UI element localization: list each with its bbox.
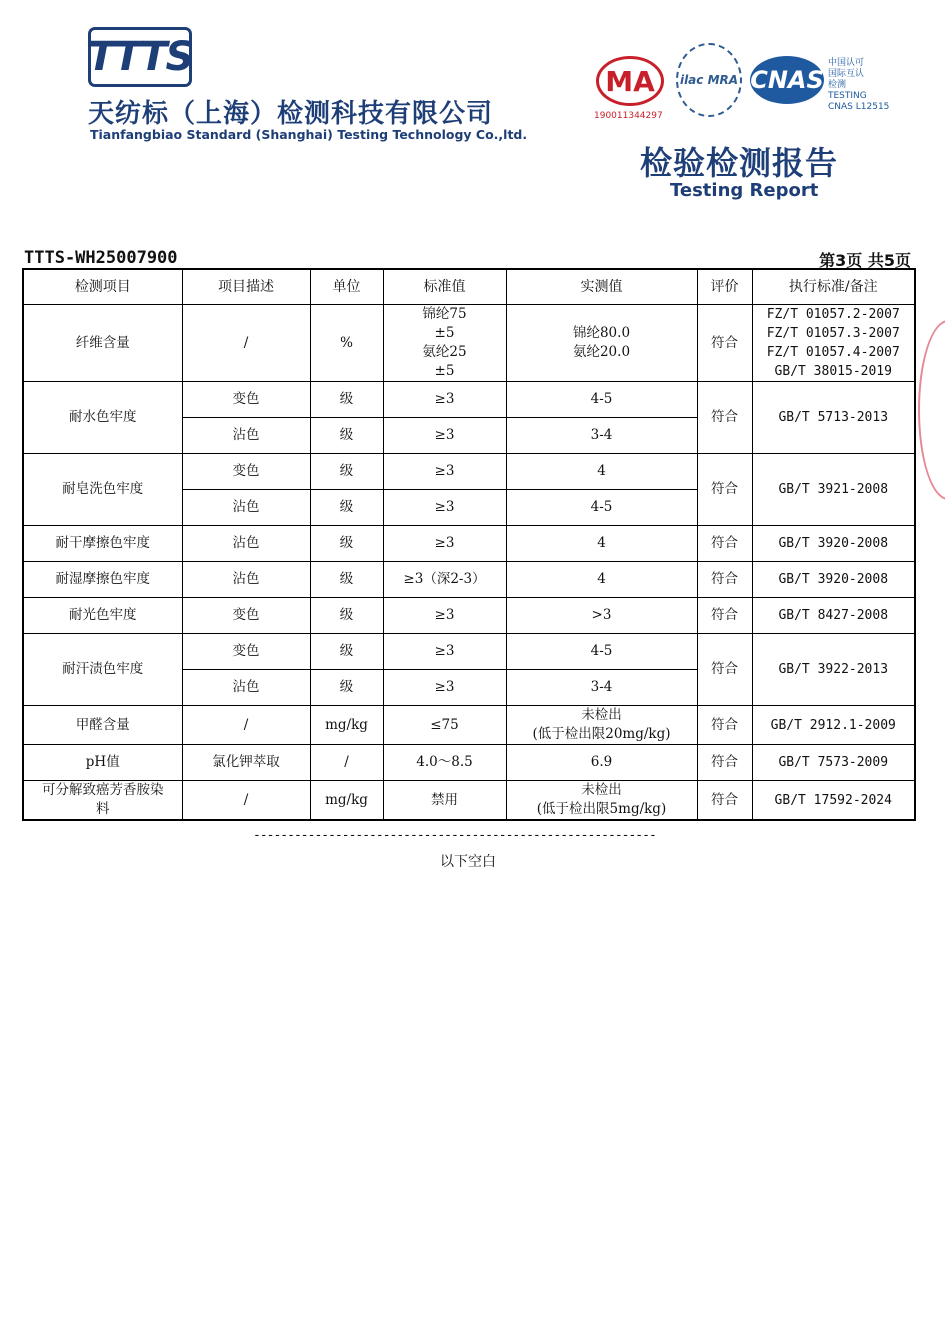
unit: mg/kg (310, 706, 383, 745)
measured-line: (低于检出限5mg/kg) (536, 801, 667, 817)
standard-value: ≥3 (383, 634, 506, 670)
ma-text: MA (605, 64, 655, 98)
table-row (23, 598, 915, 634)
test-item: 耐皂洗色牢度 (23, 454, 182, 526)
header-cell: 标准值 (383, 269, 506, 305)
test-item: 纤维含量 (23, 305, 182, 382)
test-item (23, 781, 182, 821)
standard-line: ±5 (434, 325, 455, 341)
test-desc: 氯化钾萃取 (182, 745, 310, 781)
measured-value: 4-5 (506, 634, 697, 670)
table-header-row (23, 269, 915, 305)
measured-line: 锦纶80.0 (572, 325, 631, 341)
evaluation: 符合 (697, 781, 752, 821)
test-desc: / (182, 706, 310, 745)
unit: 级 (310, 562, 383, 598)
evaluation: 符合 (697, 382, 752, 454)
standard-value: ≥3 (383, 598, 506, 634)
cnas-info-line: 国际互认 (828, 69, 865, 79)
unit: 级 (310, 418, 383, 454)
measured-value: 4 (506, 526, 697, 562)
report-number: TTTS-WH25007900 (24, 248, 178, 268)
method: GB/T 3920-2008 (752, 526, 915, 562)
standard-value: ≤75 (383, 706, 506, 745)
method: GB/T 17592-2024 (752, 781, 915, 821)
header-cell: 检测项目 (23, 269, 182, 305)
test-desc: 变色 (182, 634, 310, 670)
header-cell: 执行标准/备注 (752, 269, 915, 305)
measured-line: 未检出 (581, 707, 622, 723)
cnas-info-line: 检测 (828, 80, 847, 90)
method (752, 305, 915, 382)
standard-value: ≥3 (383, 670, 506, 706)
test-item: 耐干摩擦色牢度 (23, 526, 182, 562)
seal-stamp (918, 320, 945, 500)
ma-certification-mark (596, 56, 664, 106)
measured-value: 4 (506, 454, 697, 490)
item-line: 可分解致癌芳香胺染 (42, 782, 164, 798)
unit: 级 (310, 454, 383, 490)
standard-value: ≥3 (383, 526, 506, 562)
page-info: 第3页 共5页 (819, 251, 911, 270)
item-line: 料 (96, 801, 110, 817)
cnas-text: CNAS (750, 66, 824, 94)
measured-value: >3 (506, 598, 697, 634)
test-desc: 沾色 (182, 526, 310, 562)
test-desc: 变色 (182, 382, 310, 418)
test-desc: 沾色 (182, 490, 310, 526)
standard-line: 氨纶25 (422, 344, 467, 360)
test-item: 耐光色牢度 (23, 598, 182, 634)
header-cell: 单位 (310, 269, 383, 305)
standard-value: 禁用 (383, 781, 506, 821)
evaluation: 符合 (697, 562, 752, 598)
header-cell: 评价 (697, 269, 752, 305)
test-desc: 沾色 (182, 418, 310, 454)
test-desc: 变色 (182, 454, 310, 490)
measured-value: 3-4 (506, 418, 697, 454)
test-desc: / (182, 305, 310, 382)
table-row (23, 745, 915, 781)
measured-value: 4-5 (506, 490, 697, 526)
test-item: 耐水色牢度 (23, 382, 182, 454)
standard-value: ≥3 (383, 418, 506, 454)
measured-line: 未检出 (581, 782, 622, 798)
header-cell: 项目描述 (182, 269, 310, 305)
method-line: FZ/T 01057.2-2007 (766, 307, 900, 322)
measured-value (506, 305, 697, 382)
method: GB/T 5713-2013 (752, 382, 915, 454)
evaluation: 符合 (697, 745, 752, 781)
company-logo (88, 27, 192, 87)
method-line: GB/T 38015-2019 (774, 364, 892, 379)
method: GB/T 3921-2008 (752, 454, 915, 526)
unit: / (310, 745, 383, 781)
evaluation: 符合 (697, 305, 752, 382)
evaluation: 符合 (697, 526, 752, 562)
table-row (23, 382, 915, 418)
method: GB/T 3920-2008 (752, 562, 915, 598)
test-desc: / (182, 781, 310, 821)
evaluation: 符合 (697, 598, 752, 634)
measured-value: 6.9 (506, 745, 697, 781)
unit: % (310, 305, 383, 382)
report-title-cn: 检验检测报告 (640, 144, 839, 182)
test-item: 耐汗渍色牢度 (23, 634, 182, 706)
ma-certificate-number: 190011344297 (594, 111, 663, 121)
measured-line: 氨纶20.0 (572, 344, 631, 360)
cnas-info-line: TESTING (828, 91, 867, 101)
unit: 级 (310, 490, 383, 526)
method: GB/T 8427-2008 (752, 598, 915, 634)
measured-value (506, 781, 697, 821)
table-row (23, 454, 915, 490)
company-name-cn: 天纺标（上海）检测科技有限公司 (88, 99, 494, 129)
standard-value: ≥3 (383, 490, 506, 526)
ilac-text: ilac MRA (679, 73, 739, 87)
evaluation: 符合 (697, 634, 752, 706)
method: GB/T 3922-2013 (752, 634, 915, 706)
standard-line: ±5 (434, 363, 455, 379)
measured-value: 4 (506, 562, 697, 598)
table-row (23, 706, 915, 745)
table-row (23, 305, 915, 382)
company-name-en: Tianfangbiao Standard (Shanghai) Testing Technology Co.,ltd. (90, 127, 528, 142)
standard-value: ≥3 (383, 454, 506, 490)
evaluation: 符合 (697, 454, 752, 526)
measured-value: 3-4 (506, 670, 697, 706)
table-row (23, 562, 915, 598)
method: GB/T 7573-2009 (752, 745, 915, 781)
test-item: pH值 (23, 745, 182, 781)
table-row (23, 634, 915, 670)
measured-value: 4-5 (506, 382, 697, 418)
method-line: FZ/T 01057.4-2007 (766, 345, 900, 360)
test-item: 耐湿摩擦色牢度 (23, 562, 182, 598)
test-desc: 沾色 (182, 562, 310, 598)
evaluation: 符合 (697, 706, 752, 745)
blank-below-note: 以下空白 (440, 854, 496, 870)
unit: mg/kg (310, 781, 383, 821)
header-cell: 实测值 (506, 269, 697, 305)
standard-line: 锦纶75 (422, 306, 467, 322)
unit: 级 (310, 670, 383, 706)
method: GB/T 2912.1-2009 (752, 706, 915, 745)
unit: 级 (310, 634, 383, 670)
test-item: 甲醛含量 (23, 706, 182, 745)
test-desc: 变色 (182, 598, 310, 634)
measured-line: (低于检出限20mg/kg) (532, 726, 671, 742)
unit: 级 (310, 382, 383, 418)
cnas-info-line: CNAS L12515 (828, 102, 890, 112)
cnas-info (828, 58, 889, 113)
results-table (22, 268, 916, 821)
report-title-en: Testing Report (670, 180, 819, 201)
method-line: FZ/T 01057.3-2007 (766, 326, 900, 341)
standard-value (383, 305, 506, 382)
logo-text: TTTS (87, 34, 193, 80)
test-desc: 沾色 (182, 670, 310, 706)
table-row (23, 526, 915, 562)
cnas-info-line: 中国认可 (828, 58, 865, 68)
measured-value (506, 706, 697, 745)
standard-value: ≥3 (383, 382, 506, 418)
unit: 级 (310, 526, 383, 562)
ilac-mra-mark (676, 43, 742, 117)
cnas-mark (750, 56, 824, 104)
table-row (23, 781, 915, 821)
standard-value: 4.0～8.5 (383, 745, 506, 781)
end-separator: ----------------------------------------------------------- (253, 828, 656, 843)
standard-value: ≥3（深2-3） (383, 562, 506, 598)
unit: 级 (310, 598, 383, 634)
